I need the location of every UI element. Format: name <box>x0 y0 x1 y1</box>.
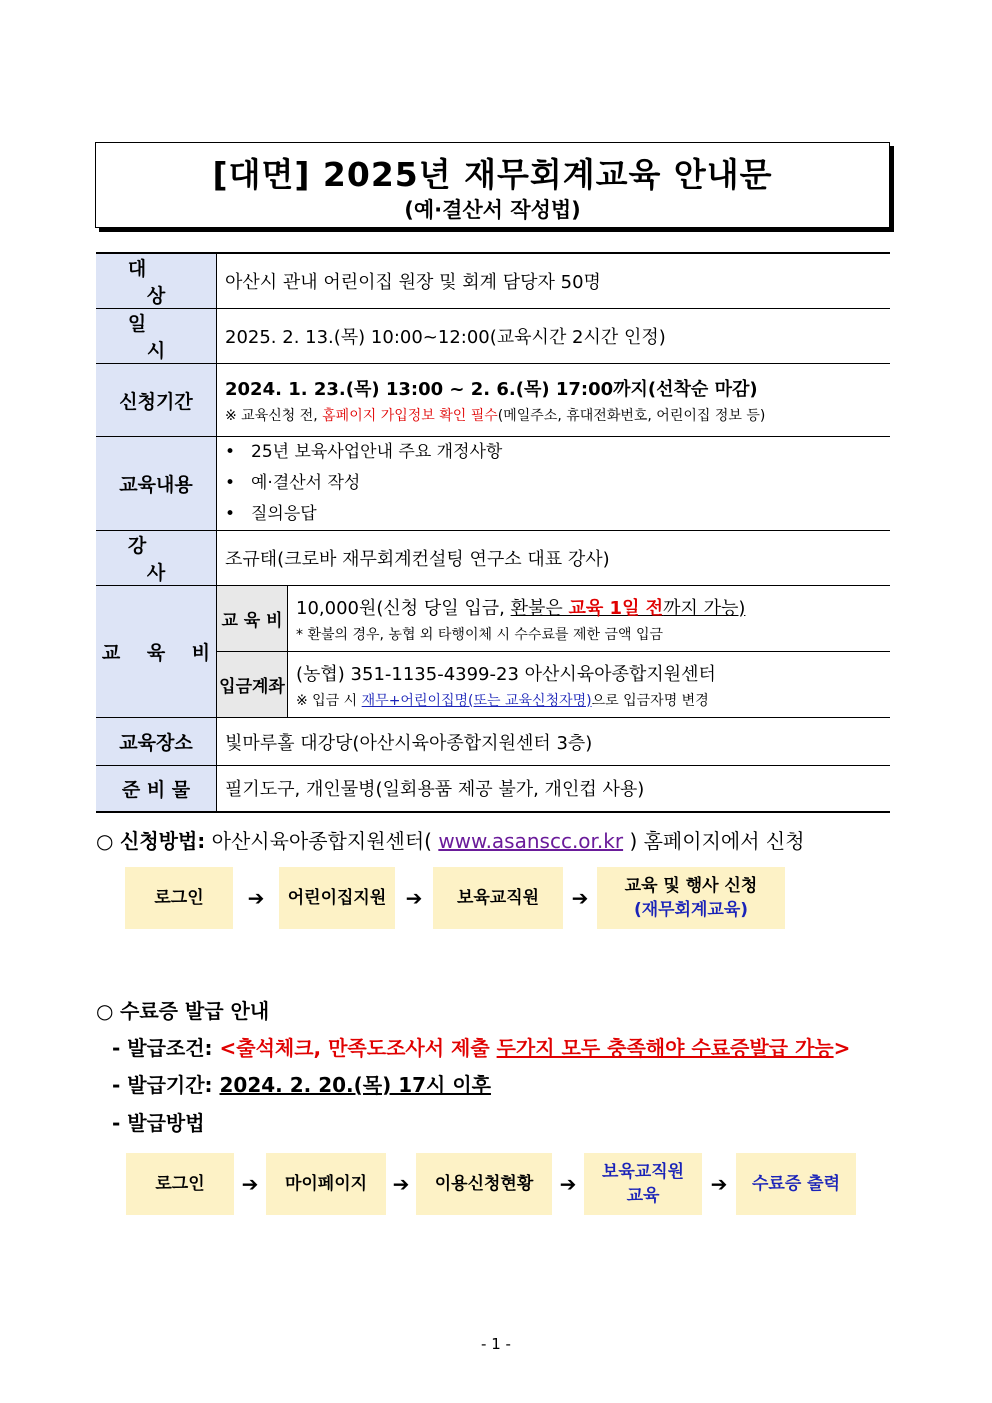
table-row <box>96 253 890 309</box>
target-value: 아산시 관내 어린이집 원장 및 회계 담당자 50명 <box>217 253 891 309</box>
apply-value <box>217 364 891 437</box>
fee-sub-label: 교 육 비 <box>217 586 288 652</box>
issue-period: - 발급기간: 2024. 2. 20.(목) 17시 이후 <box>112 1073 491 1097</box>
arrow-icon: ➔ <box>392 1172 410 1196</box>
table-row <box>96 718 890 766</box>
info-table <box>96 252 890 813</box>
account-note: ※ 입금 시 재무+어린이집명(또는 교육신청자명)으로 입금자명 변경 <box>296 692 709 709</box>
issue-condition: - 발급조건: <출석체크, 만족도조사서 제출 두가지 모두 충족해야 수료증발급 가능> <box>112 1036 851 1060</box>
certificate-heading: ○ 수료증 발급 안내 <box>96 999 270 1023</box>
content-value <box>217 437 891 531</box>
fee-note: * 환불의 경우, 농협 외 타행이체 시 수수료를 제한 금액 입금 <box>296 626 664 643</box>
table-row <box>96 364 890 437</box>
arrow-icon: ➔ <box>571 886 589 910</box>
apply-note: ※ 교육신청 전, 홈페이지 가입정보 확인 필수(메일주소, 휴대전화번호, 어린이집 정보 등) <box>225 408 766 424</box>
table-row <box>96 531 890 586</box>
table-row <box>96 766 890 812</box>
prep-label: 준 비 물 <box>96 766 217 812</box>
account-number: (농협) 351-1135-4399-23 아산시육아종합지원센터 <box>296 663 716 685</box>
list-item: • 예·결산서 작성 <box>225 468 882 499</box>
homepage-link[interactable]: www.asanscc.or.kr <box>438 829 624 853</box>
table-row <box>96 437 890 531</box>
step-login: 로그인 <box>126 1153 234 1215</box>
step-event-apply: 교육 및 행사 신청 (재무회계교육) <box>597 867 785 929</box>
account-label: 입금계좌 <box>217 652 288 718</box>
apply-method-label: 신청방법: <box>120 829 206 853</box>
page-subtitle: (예·결산서 작성법) <box>404 198 581 222</box>
arrow-icon: ➔ <box>247 886 265 910</box>
place-label: 교육장소 <box>96 718 217 766</box>
arrow-icon: ➔ <box>559 1172 577 1196</box>
date-value: 2025. 2. 13.(목) 10:00~12:00(교육시간 2시간 인정) <box>217 309 891 364</box>
apply-period: 2024. 1. 23.(목) 13:00 ~ 2. 6.(목) 17:00까지(선착순 마감) <box>225 379 758 400</box>
step-staff-education: 보육교직원 교육 <box>584 1153 702 1215</box>
title-box <box>95 142 890 228</box>
step-login: 로그인 <box>125 867 233 929</box>
certificate-flow <box>126 1153 856 1215</box>
apply-label: 신청기간 <box>96 364 217 437</box>
step-print-certificate: 수료증 출력 <box>736 1153 856 1215</box>
fee-text: 10,000원(신청 당일 입금, 환불은 교육 1일 전까지 가능) <box>296 597 746 619</box>
arrow-icon: ➔ <box>241 1172 259 1196</box>
teacher-label: 강 사 <box>96 531 217 586</box>
fee-value <box>288 586 891 652</box>
content-list <box>225 437 882 530</box>
teacher-value: 조규태(크로바 재무회계컨설팅 연구소 대표 강사) <box>217 531 891 586</box>
content-label: 교육내용 <box>96 437 217 531</box>
apply-flow <box>125 867 785 929</box>
table-row <box>96 586 890 652</box>
account-value <box>288 652 891 718</box>
step-daycare-support: 어린이집지원 <box>279 867 395 929</box>
page-number: - 1 - <box>481 1335 511 1353</box>
issue-method-label: - 발급방법 <box>112 1111 205 1135</box>
list-item: • 질의응답 <box>225 499 882 530</box>
prep-value: 필기도구, 개인물병(일회용품 제공 불가, 개인컵 사용) <box>217 766 891 812</box>
arrow-icon: ➔ <box>405 886 423 910</box>
step-staff: 보육교직원 <box>433 867 563 929</box>
target-label: 대 상 <box>96 253 217 309</box>
step-mypage: 마이페이지 <box>266 1153 386 1215</box>
list-item: • 25년 보육사업안내 주요 개정사항 <box>225 437 882 468</box>
arrow-icon: ➔ <box>710 1172 728 1196</box>
fee-label: 교 육 비 <box>96 586 217 718</box>
date-label: 일 시 <box>96 309 217 364</box>
place-value: 빛마루홀 대강당(아산시육아종합지원센터 3층) <box>217 718 891 766</box>
table-row <box>96 309 890 364</box>
step-usage-status: 이용신청현황 <box>416 1153 552 1215</box>
page-title: [대면] 2025년 재무회계교육 안내문 <box>212 155 773 194</box>
apply-method-line: ○ 신청방법: 아산시육아종합지원센터( www.asanscc.or.kr ) 홈페이지에서 신청 <box>96 829 805 853</box>
